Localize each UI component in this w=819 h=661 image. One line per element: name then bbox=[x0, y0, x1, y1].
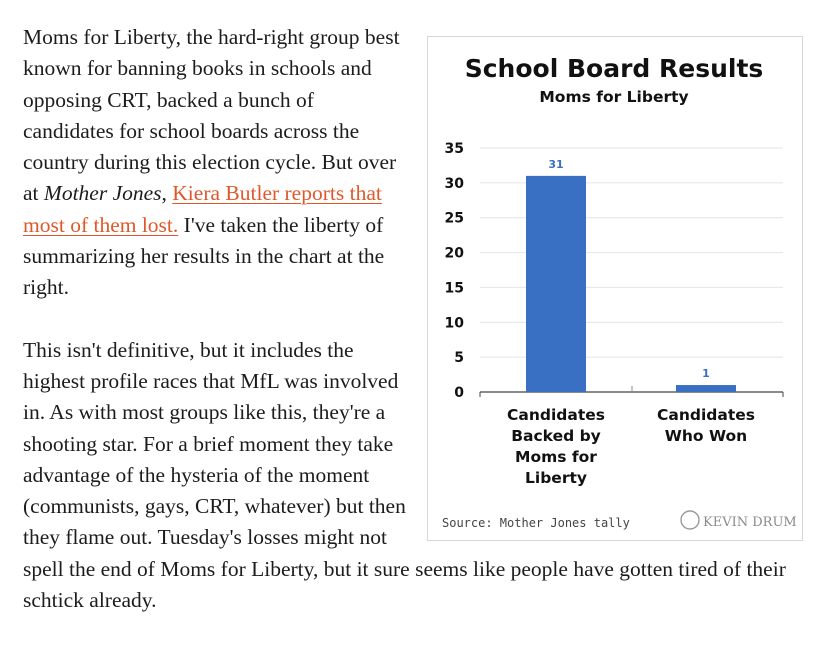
x-category-label: Liberty bbox=[525, 469, 587, 487]
chart-watermark: KEVIN DRUM bbox=[703, 515, 797, 530]
y-tick-label: 15 bbox=[444, 280, 464, 297]
source-link[interactable]: Kiera Butler reports that most of them lost. bbox=[23, 181, 382, 237]
y-tick-label: 35 bbox=[444, 141, 464, 157]
paragraph-2: This isn't definitive, but it includes the highest profile races that MfL was involved in. As with most groups like this, they're a shooting star. For a brief moment they take advantage of the hysteria of the moment (communists, gays, CRT, whatever) but then they flame out. Tuesday's losses might not spell the end of Moms for Liberty, but it sure seems like people have gotten tired of their schtick already. bbox=[23, 337, 786, 613]
bar bbox=[526, 176, 586, 392]
bar bbox=[676, 385, 736, 392]
chart-container bbox=[427, 36, 803, 541]
x-category-label: Backed by bbox=[511, 427, 601, 445]
watermark-logo-icon bbox=[681, 511, 699, 529]
chart-source: Source: Mother Jones tally bbox=[442, 516, 630, 530]
x-category-label: Candidates bbox=[507, 406, 605, 424]
bar-data-label: 1 bbox=[702, 367, 710, 381]
paragraph-1-tail: I've taken the liberty of summarizing her results in the chart at the right. bbox=[23, 212, 385, 300]
y-tick-label: 0 bbox=[454, 385, 464, 401]
article bbox=[23, 22, 813, 616]
x-category-label: Who Won bbox=[664, 427, 748, 445]
x-category-label: Candidates bbox=[657, 406, 755, 424]
y-tick-label: 30 bbox=[444, 175, 464, 192]
paragraph-1-comma: , bbox=[161, 181, 173, 206]
publication-name: Mother Jones bbox=[43, 181, 162, 206]
y-tick-label: 5 bbox=[454, 350, 464, 367]
y-tick-label: 20 bbox=[444, 245, 464, 262]
paragraph-1-text: Moms for Liberty, the hard-right group best known for banning books in schools and opposing CRT, backed a bunch of candidates for school boards across the country during this election cycle. But over at bbox=[23, 25, 400, 206]
bar-chart bbox=[428, 37, 802, 540]
chart-title: School Board Results bbox=[464, 54, 764, 83]
chart-subtitle: Moms for Liberty bbox=[539, 88, 689, 106]
x-category-label: Moms for bbox=[515, 448, 597, 466]
y-tick-label: 10 bbox=[444, 315, 464, 332]
chart-frame bbox=[427, 36, 803, 541]
y-tick-label: 25 bbox=[444, 210, 464, 227]
bar-data-label: 31 bbox=[548, 157, 564, 171]
